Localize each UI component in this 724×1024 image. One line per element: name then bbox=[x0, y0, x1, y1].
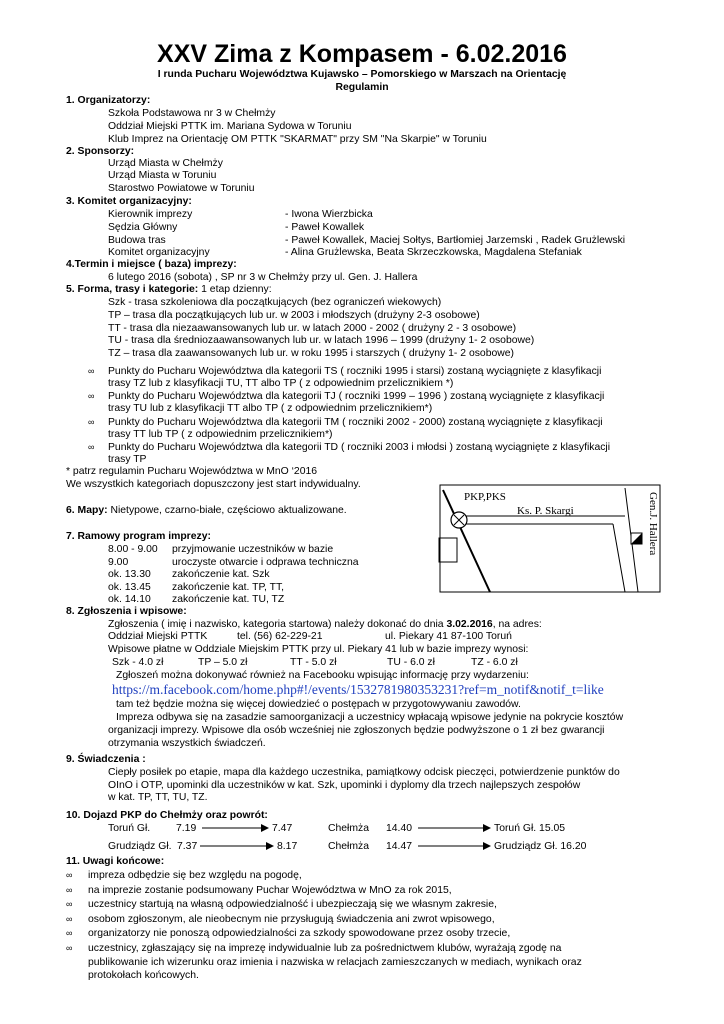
registration-text: Zgłoszenia ( imię i nazwisko, kategoria startowa) należy dokonać do dnia bbox=[108, 619, 447, 630]
sponsor-3: Starostwo Powiatowe w Toruniu bbox=[108, 183, 255, 194]
remark-line: uczestnicy startują na własną odpowiedzialność i ubezpieczają się we własnym zakresie, bbox=[88, 899, 497, 910]
benefits-line: OInO i OTP, upominki dla uczestników w kat. Szk, upominki i dyplomy dla trzech najlepszych zespołów bbox=[108, 780, 581, 791]
office-name: Oddział Miejski PTTK bbox=[108, 631, 208, 642]
remark-line: osobom zgłoszonym, ale nieobecnym nie przysługują świadczenia ani zwrot wpisowego, bbox=[88, 914, 495, 925]
points-rule-line: Punkty do Pucharu Województwa dla kategorii TJ ( roczniki 1999 – 1996 ) zostaną wyciągnięte z klasyfikacji bbox=[108, 391, 605, 402]
committee-name: - Iwona Wierzbicka bbox=[285, 209, 373, 220]
registration-date: 3.02.2016 bbox=[446, 619, 493, 630]
train-from: Grudziądz Gł. bbox=[108, 841, 172, 852]
program-desc: uroczyste otwarcie i odprawa techniczna bbox=[172, 557, 359, 568]
points-rule-line: trasy TU lub z klasyfikacji TT albo TP ( z odpowiednim przelicznikiem*) bbox=[108, 403, 433, 414]
map-label-skargi: Ks. P. Skargi bbox=[517, 505, 574, 517]
program-time: 9.00 bbox=[108, 557, 129, 568]
organizer-3: Klub Imprez na Orientację OM PTTK "SKARMAT" przy SM "Na Skarpie" w Toruniu bbox=[108, 134, 487, 145]
infinity-bullet-icon: ∞ bbox=[66, 870, 73, 880]
section-2-heading: 2. Sponsorzy: bbox=[66, 146, 135, 157]
program-time: ok. 13.30 bbox=[108, 569, 151, 580]
train-mid: Chełmża bbox=[328, 841, 369, 852]
remark-line: uczestnicy, zgłaszający się na imprezę indywidualnie lub za pośrednictwem klubów, wyrażają zgodę na bbox=[88, 943, 562, 954]
fee-tu: TU - 6.0 zł bbox=[387, 657, 435, 668]
fee-szk: Szk - 4.0 zł bbox=[112, 657, 164, 668]
train-depart: 7.19 bbox=[176, 823, 197, 834]
committee-name: - Alina Grużlewska, Beata Skrzeczkowska, Magdalena Stefaniak bbox=[285, 247, 582, 258]
points-rule-line: Punkty do Pucharu Województwa dla kategorii TS ( roczniki 1995 i starsi) zostaną wyciągnięte z klasyfikacji bbox=[108, 366, 602, 377]
benefits-line: w kat. TP, TT, TU, TZ. bbox=[108, 792, 208, 803]
fee-info: Wpisowe płatne w Oddziale Miejskim PTTK przy ul. Piekary 41 lub w bazie imprezy wynosi: bbox=[108, 644, 529, 655]
program-time: ok. 13.45 bbox=[108, 582, 151, 593]
remark-line: protokołach końcowych. bbox=[88, 970, 199, 981]
page-subtitle: I runda Pucharu Województwa Kujawsko – Pomorskiego w Marszach na Orientację bbox=[157, 69, 567, 80]
section-4-heading: 4.Termin i miejsce ( baza) imprezy: bbox=[66, 259, 237, 270]
fee-tp: TP – 5.0 zł bbox=[198, 657, 248, 668]
points-rule-line: trasy TT lub TP ( z odpowiednim przelicznikiem*) bbox=[108, 429, 333, 440]
infinity-bullet-icon: ∞ bbox=[66, 928, 73, 938]
facebook-event-link[interactable]: https://m.facebook.com/home.php#!/events/1532781980353231?ref=m_notif&notif_t=like bbox=[112, 682, 604, 697]
train-from: Toruń Gł. bbox=[108, 823, 151, 834]
fee-policy-line: organizacji imprezy. Wpisowe dla osób wcześniej nie zgłoszonych będzie podwyższone o 1 zł bez gwarancji bbox=[108, 725, 605, 736]
fee-policy-line: Impreza odbywa się na zasadzie samoorganizacji a uczestnicy wpłacają wpisowe jedynie na pokrycie kosztów bbox=[116, 712, 624, 723]
remark-line: organizatorzy nie ponoszą odpowiedzialności za szkody spowodowane przez osoby trzecie, bbox=[88, 928, 511, 939]
section-1-heading: 1. Organizatorzy: bbox=[66, 95, 151, 106]
section-3-heading: 3. Komitet organizacyjny: bbox=[66, 196, 192, 207]
points-rule-line: Punkty do Pucharu Województwa dla kategorii TD ( roczniki 2003 i młodsi ) zostaną wyciągnięte z klasyfikacji bbox=[108, 442, 611, 453]
map-label-hallera: Gen.J. Hallera bbox=[647, 492, 659, 556]
train-arrive: 7.47 bbox=[272, 823, 293, 834]
regulamin-label: Regulamin bbox=[335, 82, 389, 93]
train-depart: 7.37 bbox=[177, 841, 198, 852]
train-return-dest: Grudziądz Gł. 16.20 bbox=[494, 841, 587, 852]
train-return-dest: Toruń Gł. 15.05 bbox=[494, 823, 566, 834]
facebook-note: tam też będzie można się więcej dowiedzieć o postępach w przygotowywaniu zawodów. bbox=[116, 699, 521, 710]
section-6-title: 6. Mapy: bbox=[66, 505, 108, 516]
infinity-bullet-icon: ∞ bbox=[66, 914, 73, 924]
infinity-bullet-icon: ∞ bbox=[88, 442, 95, 452]
points-rule-line: Punkty do Pucharu Województwa dla kategorii TM ( roczniki 2002 - 2000) zostaną wyciągnięte z klasyfikacji bbox=[108, 417, 603, 428]
page-title: XXV Zima z Kompasem - 6.02.2016 bbox=[157, 40, 567, 68]
route-line: TP – trasa dla początkujących lub ur. w 2003 i młodszych (drużyny 2-3 osobowe) bbox=[108, 310, 480, 321]
organizer-2: Oddział Miejski PTTK im. Mariana Sydowa w Toruniu bbox=[108, 121, 352, 132]
train-return-time: 14.47 bbox=[386, 841, 413, 852]
section-5-stage: 1 etap dzienny: bbox=[198, 284, 272, 295]
fee-policy-line: otrzymania wszystkich świadczeń. bbox=[108, 738, 266, 749]
committee-role: Kierownik imprezy bbox=[108, 209, 193, 220]
infinity-bullet-icon: ∞ bbox=[66, 885, 73, 895]
program-desc: przyjmowanie uczestników w bazie bbox=[172, 544, 334, 555]
committee-name: - Paweł Kowallek, Maciej Sołtys, Bartłomiej Jarzemski , Radek Grużlewski bbox=[285, 235, 626, 246]
office-phone: tel. (56) 62-229-21 bbox=[237, 631, 323, 642]
program-desc: zakończenie kat. Szk bbox=[172, 569, 270, 580]
maps-description: Nietypowe, czarno-białe, częściowo aktualizowane. bbox=[107, 505, 347, 516]
facebook-info: Zgłoszeń można dokonywać również na Facebooku wpisując informację przy wydarzeniu: bbox=[116, 670, 529, 681]
route-line: Szk - trasa szkoleniowa dla początkujących (bez ograniczeń wiekowych) bbox=[108, 297, 442, 308]
remark-line: impreza odbędzie się bez względu na pogodę, bbox=[88, 870, 302, 881]
section-8-heading: 8. Zgłoszenia i wpisowe: bbox=[66, 606, 187, 617]
section-5-title: 5. Forma, trasy i kategorie: bbox=[66, 284, 199, 295]
committee-role: Sędzia Główny bbox=[108, 222, 178, 233]
remark-line: na imprezie zostanie podsumowany Puchar Województwa w MnO za rok 2015, bbox=[88, 885, 452, 896]
remark-line: publikowanie ich wizerunku oraz imienia i nazwiska w relacjach zamieszczanych w mediach, wynikach oraz bbox=[88, 957, 582, 968]
route-line: TT - trasa dla niezaawansowanych lub ur. w latach 2000 - 2002 ( drużyny 2 - 3 osobowe) bbox=[108, 323, 517, 334]
section-11-heading: 11. Uwagi końcowe: bbox=[66, 856, 165, 867]
sponsor-1: Urząd Miasta w Chełmży bbox=[108, 158, 223, 169]
program-desc: zakończenie kat. TP, TT, bbox=[172, 582, 285, 593]
points-rule-line: trasy TP bbox=[108, 454, 147, 465]
sponsor-2: Urząd Miasta w Toruniu bbox=[108, 170, 217, 181]
route-line: TU - trasa dla średniozaawansowanych lub ur. w latach 1996 – 1999 (drużyny 1- 2 osobowe) bbox=[108, 335, 535, 346]
route-line: TZ – trasa dla zaawansowanych lub ur. w roku 1995 i starszych ( drużyny 1- 2 osobowe) bbox=[108, 348, 515, 359]
infinity-bullet-icon: ∞ bbox=[66, 899, 73, 909]
individual-start-note: We wszystkich kategoriach dopuszczony jest start indywidualny. bbox=[66, 479, 361, 490]
train-return-time: 14.40 bbox=[386, 823, 413, 834]
train-mid: Chełmża bbox=[328, 823, 369, 834]
infinity-bullet-icon: ∞ bbox=[88, 366, 95, 376]
section-10-heading: 10. Dojazd PKP do Chełmży oraz powrót: bbox=[66, 810, 268, 821]
office-address: ul. Piekary 41 87-100 Toruń bbox=[385, 631, 512, 642]
infinity-bullet-icon: ∞ bbox=[88, 391, 95, 401]
section-7-heading: 7. Ramowy program imprezy: bbox=[66, 531, 211, 542]
committee-name: - Paweł Kowallek bbox=[285, 222, 365, 233]
program-desc: zakończenie kat. TU, TZ bbox=[172, 594, 285, 605]
program-time: 8.00 - 9.00 bbox=[108, 544, 158, 555]
map-label-pkp: PKP,PKS bbox=[464, 491, 506, 503]
event-date-place: 6 lutego 2016 (sobota) , SP nr 3 w Chełmży przy ul. Gen. J. Hallera bbox=[108, 272, 418, 283]
infinity-bullet-icon: ∞ bbox=[88, 417, 95, 427]
fee-tt: TT - 5.0 zł bbox=[290, 657, 337, 668]
benefits-line: Ciepły posiłek po etapie, mapa dla każdego uczestnika, pamiątkowy odcisk pieczęci, potwierdzenie punktów do bbox=[108, 767, 620, 778]
fee-tz: TZ - 6.0 zł bbox=[471, 657, 518, 668]
committee-role: Budowa tras bbox=[108, 235, 166, 246]
points-rule-line: trasy TZ lub z klasyfikacji TU, TT albo TP ( z odpowiednim przelicznikiem *) bbox=[108, 378, 454, 389]
train-arrive: 8.17 bbox=[277, 841, 298, 852]
committee-role: Komitet organizacyjny bbox=[108, 247, 210, 258]
organizer-1: Szkoła Podstawowa nr 3 w Chełmży bbox=[108, 108, 276, 119]
program-time: ok. 14.10 bbox=[108, 594, 151, 605]
section-9-heading: 9. Świadczenia : bbox=[66, 754, 146, 765]
footnote: * patrz regulamin Pucharu Województwa w MnO ‘2016 bbox=[66, 466, 318, 477]
infinity-bullet-icon: ∞ bbox=[66, 943, 73, 953]
registration-text-end: , na adres: bbox=[492, 619, 542, 630]
